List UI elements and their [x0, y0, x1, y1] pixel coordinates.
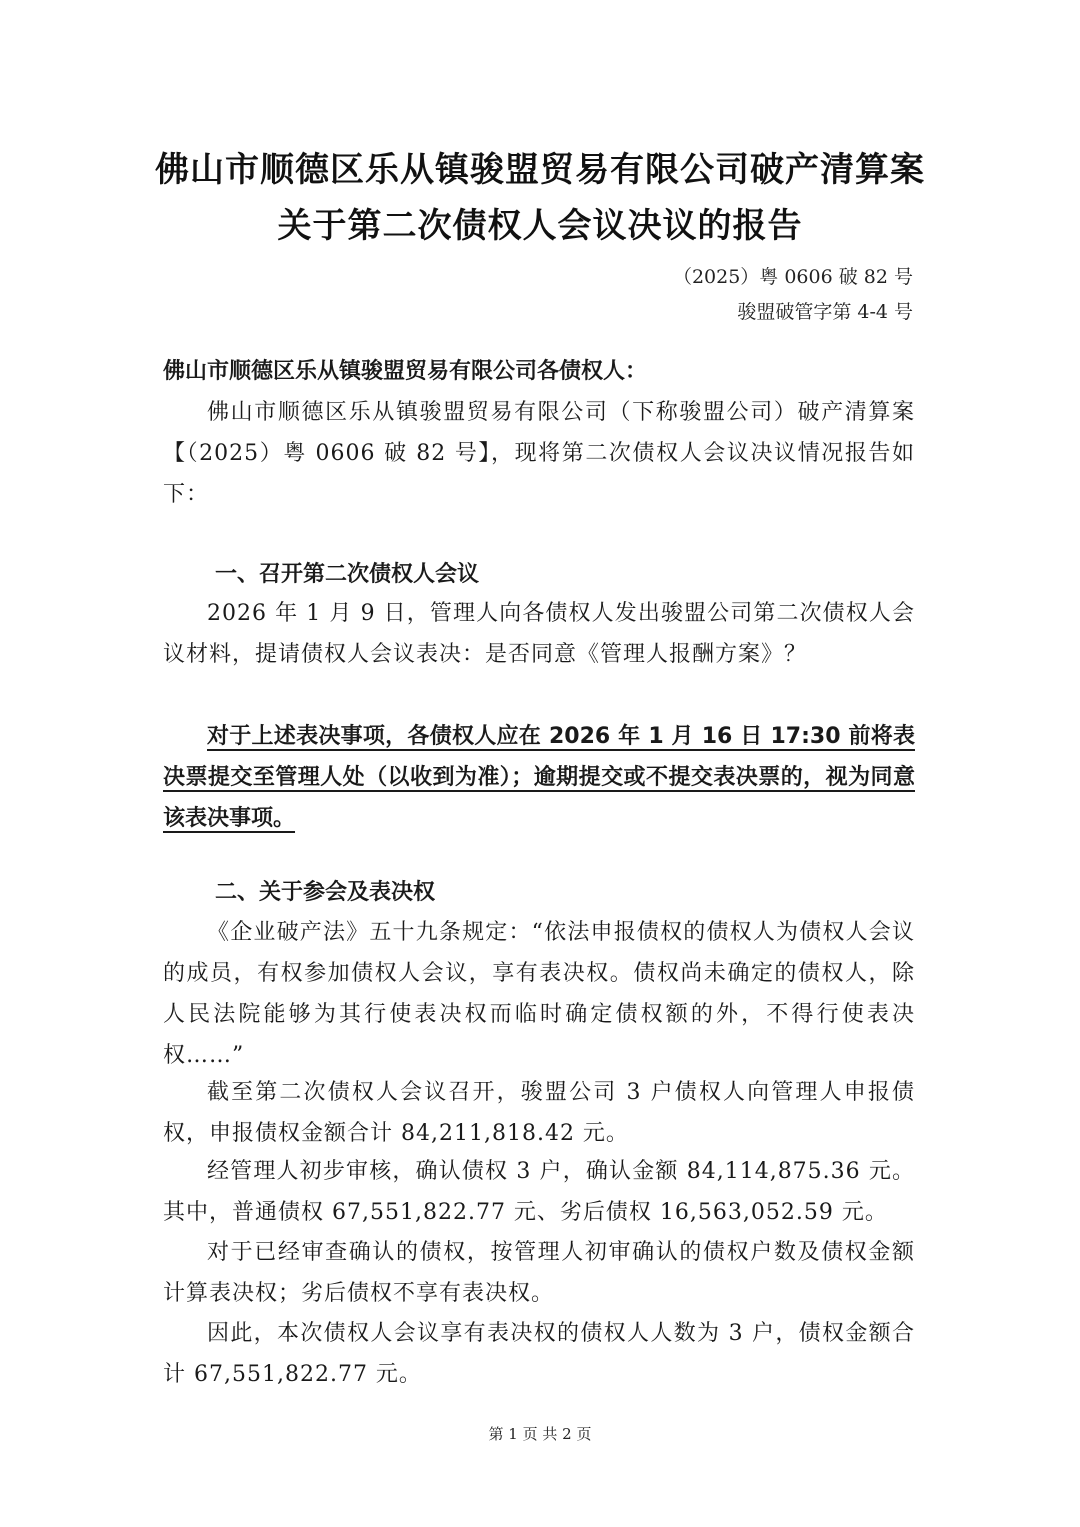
voting-deadline-notice — [163, 716, 915, 839]
document-title-line-1: 佛山市顺德区乐从镇骏盟贸易有限公司破产清算案 — [155, 150, 925, 190]
section-1-heading: 一、召开第二次债权人会议 — [215, 562, 480, 587]
salutation: 佛山市顺德区乐从镇骏盟贸易有限公司各债权人： — [163, 359, 648, 384]
intro-paragraph: 佛山市顺德区乐从镇骏盟贸易有限公司（下称骏盟公司）破产清算案【（2025）粤 0606 破 82 号】，现将第二次债权人会议决议情况报告如下： — [163, 400, 915, 507]
section-2-paragraph-2: 截至第二次债权人会议召开，骏盟公司 3 户债权人向管理人申报债权，申报债权金额合计 84,211,818.42 元。 — [163, 1080, 915, 1146]
voting-deadline-notice-text: 对于上述表决事项，各债权人应在 2026 年 1 月 16 日 17:30 前将表决票提交至管理人处（以收到为准）；逾期提交或不提交表决票的，视为同意该表决事项。 — [163, 724, 915, 831]
case-number: （2025）粤 0606 破 82 号 — [672, 266, 913, 288]
section-1-paragraph: 2026 年 1 月 9 日，管理人向各债权人发出骏盟公司第二次债权人会议材料，提请债权人会议表决：是否同意《管理人报酬方案》？ — [163, 601, 915, 667]
section-2-paragraph-3: 经管理人初步审核，确认债权 3 户，确认金额 84,114,875.36 元。其中，普通债权 67,551,822.77 元、劣后债权 16,563,052.59 元。 — [163, 1159, 915, 1225]
section-2-heading: 二、关于参会及表决权 — [215, 880, 436, 905]
reference-number: 骏盟破管字第 4-4 号 — [737, 301, 913, 323]
document-title-line-2: 关于第二次债权人会议决议的报告 — [277, 206, 803, 246]
section-2-paragraph-4: 对于已经审查确认的债权，按管理人初审确认的债权户数及债权金额计算表决权；劣后债权不享有表决权。 — [163, 1240, 915, 1306]
section-2-paragraph-1: 《企业破产法》五十九条规定：“依法申报债权的债权人为债权人会议的成员，有权参加债权人会议，享有表决权。债权尚未确定的债权人，除人民法院能够为其行使表决权而临时确定债权额的外，不得行使表决权……” — [163, 920, 915, 1068]
page-footer: 第 1 页 共 2 页 — [488, 1425, 592, 1443]
section-2-paragraph-5: 因此，本次债权人会议享有表决权的债权人人数为 3 户，债权金额合计 67,551,822.77 元。 — [163, 1321, 915, 1387]
